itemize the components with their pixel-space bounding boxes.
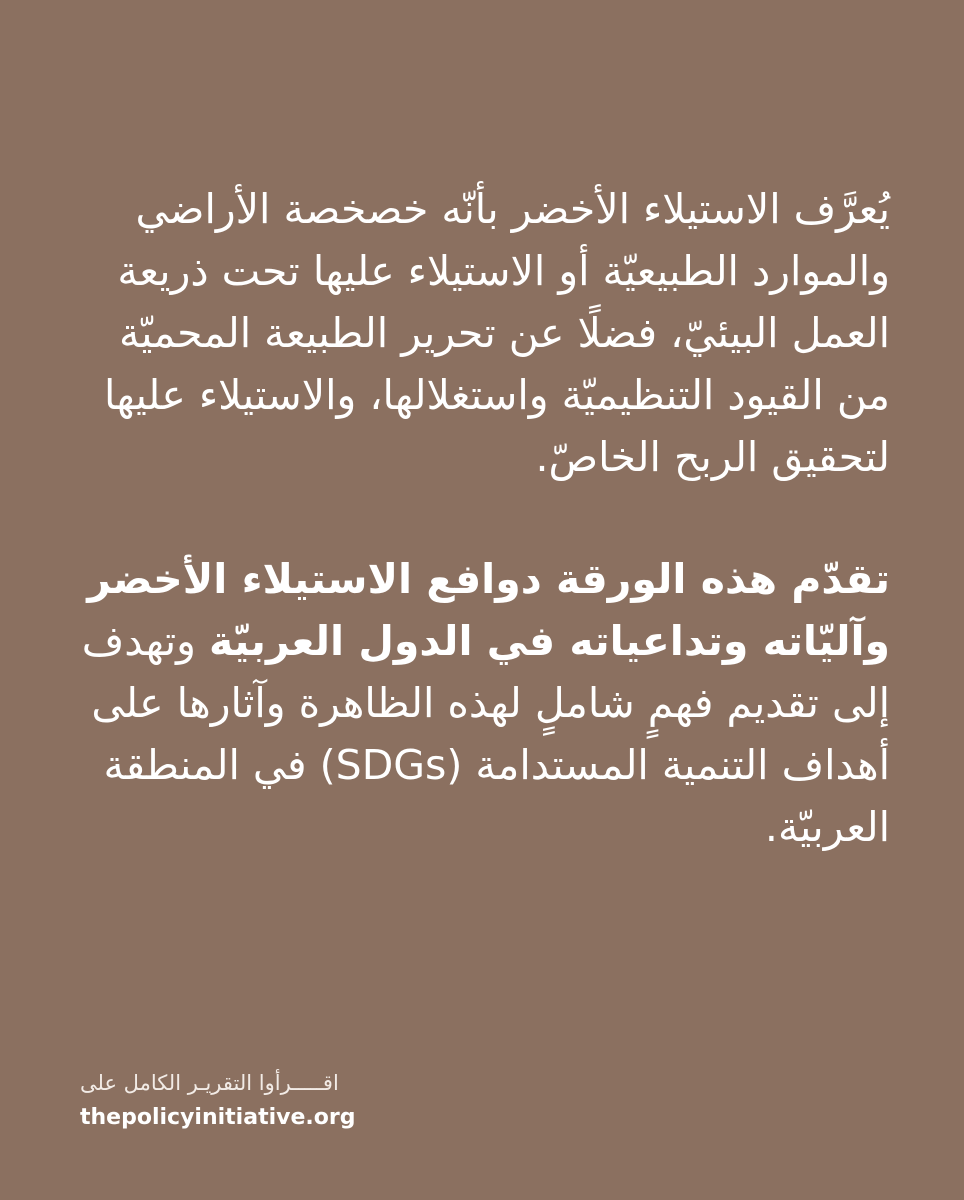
intro-paragraph: يُعرَّف الاستيلاء الأخضر بأنّه خصخصة الأراضي والموارد الطبيعيّة أو الاستيلاء عليها تحت ذريعة العمل البيئيّ، فضلًا عن تحرير الطبيعة المحميّة من القيود التنظيميّة واستغلالها، والاستيلاء عليها لتحقيق الربح الخاصّ. xyxy=(104,185,890,481)
footer xyxy=(80,1068,400,1134)
summary-paragraph xyxy=(80,548,890,858)
content-area xyxy=(80,0,890,1200)
read-report-cta: اقـــــرأوا التقريـر الكامل على xyxy=(80,1071,339,1095)
summary-regular-text: وتهدف إلى تقديم فهمٍ شاملٍ لهذه الظاهرة وآثارها على أهداف التنمية المستدامة (SDGs) في المنطقة العربيّة. xyxy=(81,617,890,851)
website-link[interactable]: thepolicyinitiative.org xyxy=(80,1105,356,1130)
summary-bold-text: تقدّم هذه الورقة دوافع الاستيلاء الأخضر وآليّاته وتداعياته في الدول العربيّة xyxy=(87,555,890,665)
